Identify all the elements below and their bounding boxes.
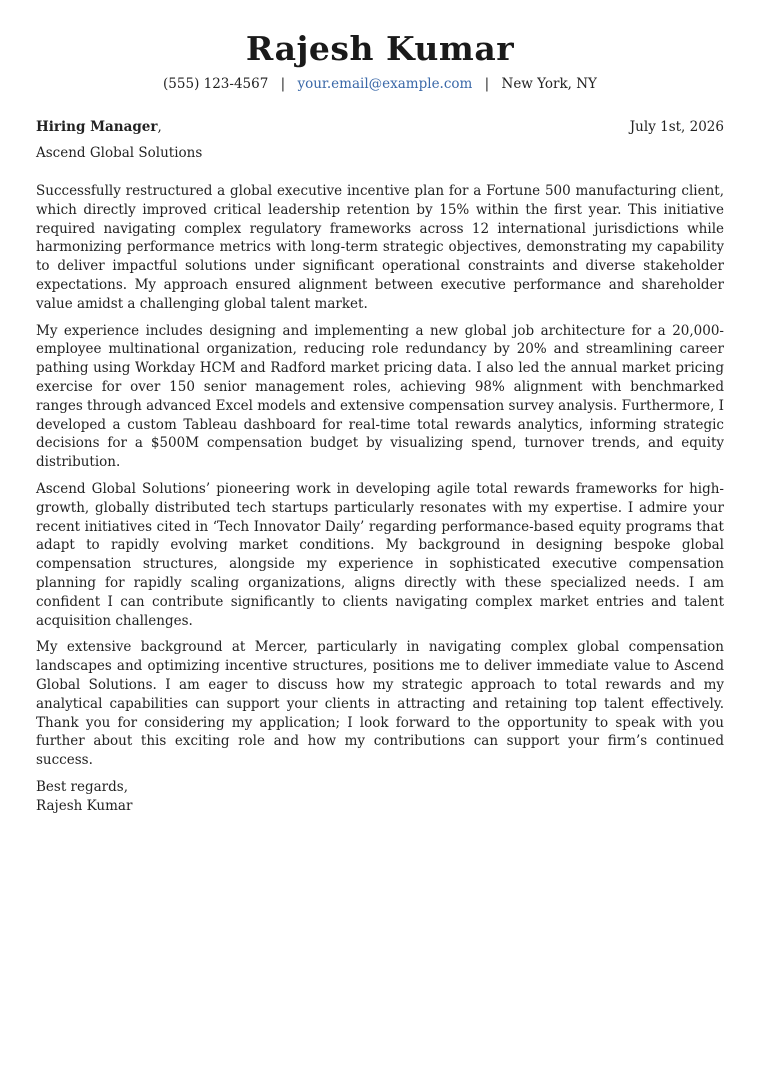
applicant-name: Rajesh Kumar [245, 29, 515, 68]
letter-closing [36, 778, 724, 816]
contact-separator: | [280, 76, 286, 92]
recipient-name: Hiring Manager [36, 119, 158, 135]
phone-number: (555) 123-4567 [163, 76, 269, 92]
contact-separator: | [484, 76, 490, 92]
closing-salutation: Best regards, [36, 778, 129, 795]
signature-name: Rajesh Kumar [36, 797, 133, 814]
location: New York, NY [501, 76, 597, 92]
body-paragraph: Successfully restructured a global executive incentive plan for a Fortune 500 manufacturing client, which directly improved critical leadership retention by 15% within the first year. This initiative required navigating complex regulatory frameworks across 12 international jurisdictions while harmonizing performance metrics with long-term strategic objectives, demonstrating my capability to deliver impactful solutions under significant operational constraints and diverse stakeholder expectations. My approach ensured alignment between executive performance and shareholder value amidst a challenging global talent market. [36, 183, 724, 312]
body-paragraph: My extensive background at Mercer, particularly in navigating complex global compensation landscapes and optimizing incentive structures, positions me to deliver immediate value to Ascend Global Solutions. I am eager to discuss how my strategic approach to total rewards and my analytical capabilities can support your clients in attracting and retaining top talent effectively. Thank you for considering my application; I look forward to the opportunity to speak with you further about this exciting role and how my contributions can support your firm’s continued success. [36, 639, 724, 769]
recipient-company: Ascend Global Solutions [36, 145, 203, 161]
body-paragraph: My experience includes designing and implementing a new global job architecture for a 20,000-employee multinational organization, reducing role redundancy by 20% and streamlining career pathing using Workday HCM and Radford market pricing data. I also led the annual market pricing exercise for over 150 senior management roles, achieving 98% alignment with benchmarked ranges through advanced Excel models and extensive compensation survey analysis. Furthermore, I developed a custom Tableau dashboard for real-time total rewards analytics, informing strategic decisions for a $500M compensation budget by visualizing spend, turnover trends, and equity distribution. [36, 322, 724, 471]
letter-body [36, 182, 724, 770]
body-paragraph: Ascend Global Solutions’ pioneering work in developing agile total rewards frameworks for high-growth, globally distributed tech startups particularly resonates with my expertise. I admire your recent initiatives cited in ‘Tech Innovator Daily’ regarding performance-based equity programs that adapt to rapidly evolving market conditions. My background in designing bespoke global compensation structures, alongside my experience in sophisticated executive compensation planning for rapidly scaling organizations, aligns directly with these specialized needs. I am confident I can contribute significantly to clients navigating complex market entries and talent acquisition challenges. [36, 480, 724, 629]
recipient-name-suffix: , [157, 119, 162, 135]
email-link[interactable]: your.email@example.com [297, 76, 473, 92]
contact-line [36, 74, 724, 94]
recipient-line [36, 117, 162, 137]
letter-date: July 1st, 2026 [629, 119, 724, 135]
recipient-date-row [36, 117, 724, 137]
